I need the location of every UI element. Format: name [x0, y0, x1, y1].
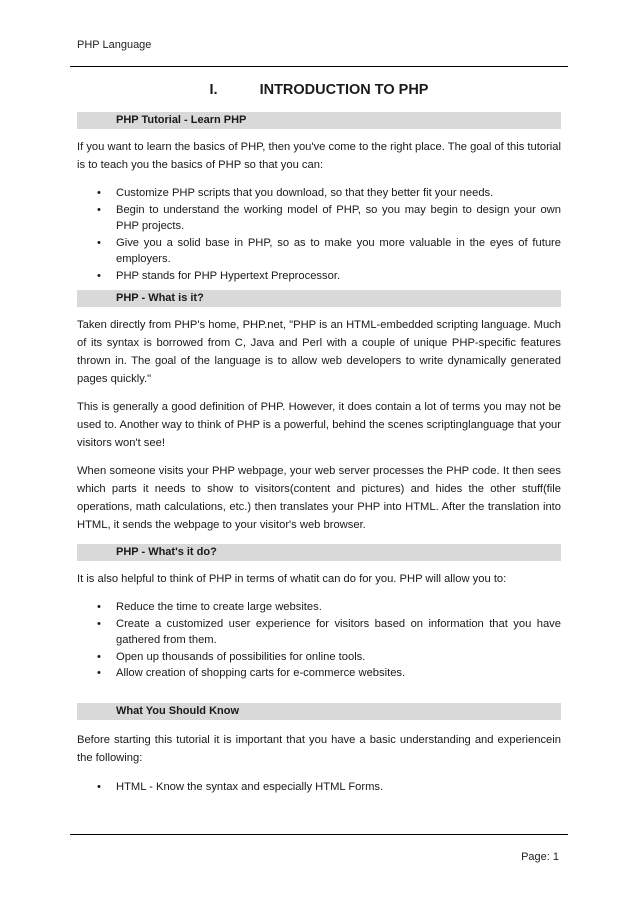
list-item: • Reduce the time to create large websites. — [77, 599, 561, 616]
paragraph: Taken directly from PHP's home, PHP.net, "PHP is an HTML-embedded scripting language. Much of its syntax is borrowed from C, Java and Perl with a couple of unique PHP-specific features thrown in. The goal of the language is to allow web developers to write dynamically generated pages quickly." — [77, 319, 561, 385]
bullet-list — [77, 185, 561, 284]
list-item: • Begin to understand the working model of PHP, so you may begin to design your own PHP projects. — [97, 203, 561, 232]
list-item: • HTML - Know the syntax and especially HTML Forms. — [77, 779, 561, 796]
list-item: • Create a customized user experience for visitors based on information that you have gathered from them. — [97, 617, 561, 646]
chapter-number: I. — [209, 82, 218, 98]
bullet-icon: • — [97, 667, 101, 679]
header-rule — [70, 66, 568, 67]
footer-rule — [70, 834, 568, 835]
bullet-icon: • — [97, 236, 101, 249]
chapter-title-text: INTRODUCTION TO PHP — [259, 82, 429, 98]
list-item: • Allow creation of shopping carts for e-commerce websites. — [77, 665, 561, 682]
page-header: PHP Language — [77, 39, 152, 51]
bullet-icon: • — [97, 780, 101, 793]
bullet-list — [77, 599, 561, 682]
list-item: • PHP stands for PHP Hypertext Preprocessor. — [77, 268, 561, 285]
list-item: • Open up thousands of possibilities for online tools. — [77, 649, 561, 666]
section-heading-whats-it-do: PHP - What's it do? — [77, 544, 561, 561]
page-number: Page: 1 — [521, 851, 559, 863]
section-heading-what-you-should-know: What You Should Know — [77, 703, 561, 720]
page-content — [77, 76, 561, 795]
paragraph: It is also helpful to think of PHP in terms of whatit can do for you. PHP will allow you to: — [77, 573, 507, 585]
bullet-icon: • — [97, 601, 101, 613]
bullet-icon: • — [97, 617, 101, 630]
chapter-title — [77, 80, 561, 100]
bullet-list — [77, 779, 561, 796]
bullet-icon: • — [97, 187, 101, 199]
paragraph: If you want to learn the basics of PHP, then you've come to the right place. The goal of this tutorial is to teach you the basics of PHP so that you can: — [77, 141, 561, 171]
list-item: • Customize PHP scripts that you download, so that they better fit your needs. — [77, 185, 561, 202]
paragraph: When someone visits your PHP webpage, your web server processes the PHP code. It then sees which parts it needs to show to visitors(content and pictures) and hides the other stuff(file operations, math calculations, etc.) then translates your PHP into HTML. After the translation into HTML, it sends the webpage to your visitor's web browser. — [77, 465, 561, 531]
bullet-icon: • — [97, 650, 101, 663]
list-item: • Give you a solid base in PHP, so as to make you more valuable in the eyes of future employers. — [97, 236, 561, 265]
bullet-icon: • — [97, 203, 101, 216]
paragraph: This is generally a good definition of PHP. However, it does contain a lot of terms you may not be used to. Another way to think of PHP is a powerful, behind the scenes scriptinglanguage that your visitors won't see! — [77, 401, 561, 449]
section-heading-php-tutorial: PHP Tutorial - Learn PHP — [77, 112, 561, 129]
paragraph: Before starting this tutorial it is important that you have a basic understanding and experiencein the following: — [77, 733, 561, 764]
section-heading-what-is-it: PHP - What is it? — [77, 290, 561, 307]
bullet-icon: • — [97, 269, 101, 282]
